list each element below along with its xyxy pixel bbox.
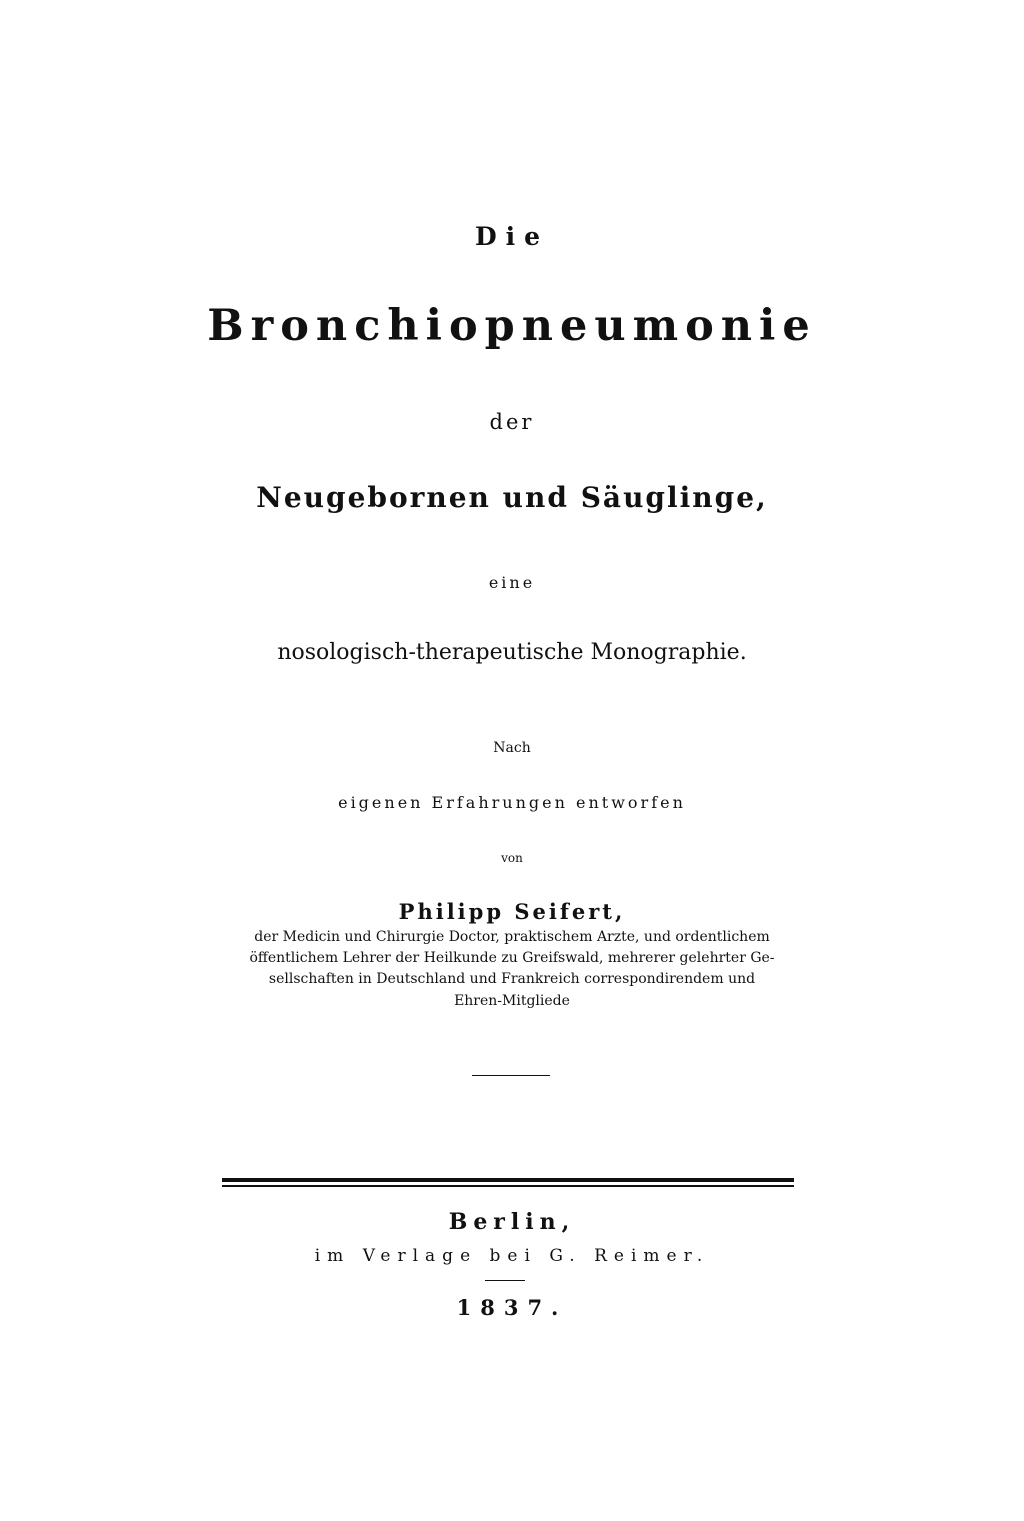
- author-credentials-line: sellschaften in Deutschland und Frankreich correspondirendem und: [268, 971, 756, 987]
- double-rule-thin: [222, 1185, 794, 1187]
- short-divider: [472, 1075, 550, 1076]
- year-divider: [485, 1280, 525, 1281]
- double-rule-thick: [222, 1178, 794, 1182]
- title-article: Die: [474, 222, 550, 251]
- author-credentials-line: der Medicin und Chirurgie Doctor, praktischem Arzte, und ordentlichem: [254, 929, 770, 945]
- publication-year: 1837.: [456, 1295, 568, 1320]
- nach-line: Nach: [493, 740, 531, 756]
- main-title: Bronchiopneumonie: [207, 301, 817, 351]
- author-credentials-line: Ehren-Mitgliede: [454, 993, 570, 1009]
- author-name: Philipp Seifert,: [398, 899, 626, 924]
- der-connector: der: [489, 410, 535, 434]
- von-line: von: [501, 851, 523, 865]
- subject-line: nosologisch-therapeutische Monographie.: [277, 640, 747, 665]
- publication-city: Berlin,: [448, 1209, 576, 1235]
- eine-connector: eine: [488, 573, 536, 592]
- subtitle: Neugebornen und Säuglinge,: [256, 481, 768, 514]
- author-credentials-line: öffentlichem Lehrer der Heilkunde zu Greifswald, mehrerer gelehrter Ge-: [249, 950, 775, 966]
- basis-line: eigenen Erfahrungen entworfen: [338, 793, 686, 812]
- publisher-line: im Verlage bei G. Reimer.: [314, 1246, 710, 1266]
